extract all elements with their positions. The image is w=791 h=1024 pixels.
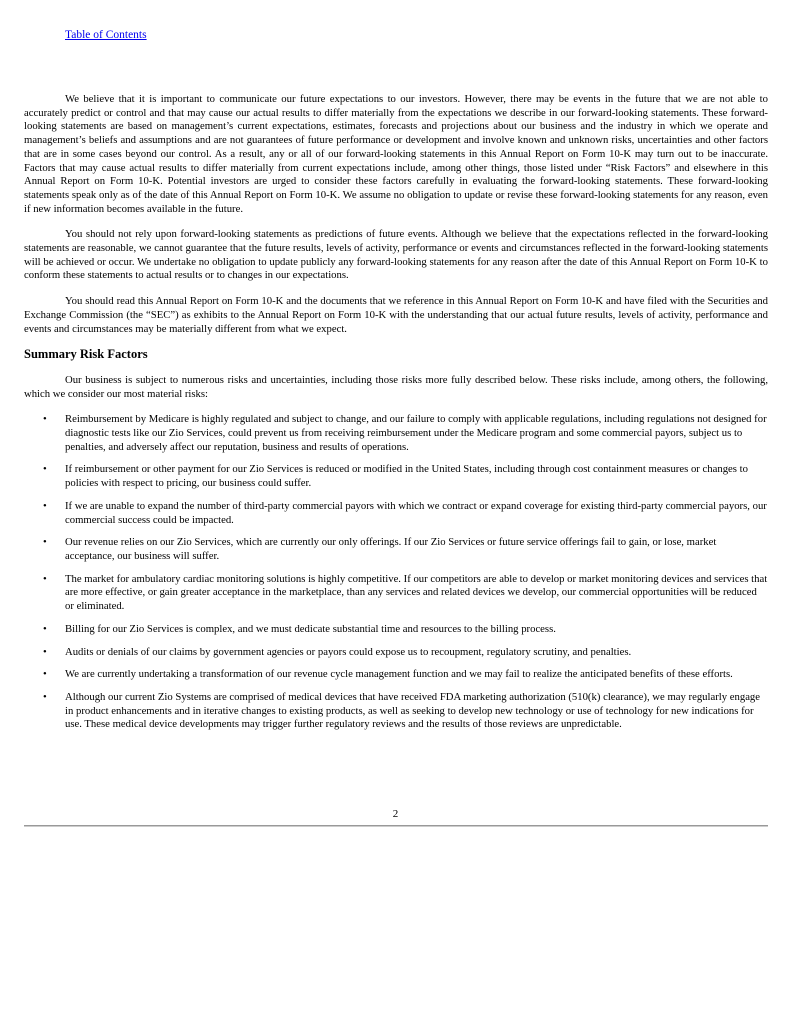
bullet-icon: •	[43, 645, 47, 658]
section-heading-summary-risk-factors: Summary Risk Factors	[24, 347, 148, 362]
bullet-icon: •	[43, 690, 47, 703]
list-item-text: Billing for our Zio Services is complex, and we must dedicate substantial time and resources to the billing process.	[65, 622, 556, 635]
list-item-text: If reimbursement or other payment for our Zio Services is reduced or modified in the United States, including through cost containment measures or changes to policies with respect to pricing, our business could suffer.	[65, 463, 748, 490]
paragraph-read-annual-report: You should read this Annual Report on Form 10-K and the documents that we reference in this Annual Report on Form 10-K and have filed with the Securities and Exchange Commission (the “SEC”) as exhibits to the Annual Report on Form 10-K with the understanding that our actual future results, levels of activity, performance and events and circumstances may be materially different from what we expect.	[24, 295, 768, 335]
paragraph-forward-looking-reliance: You should not rely upon forward-looking statements as predictions of future events. Although we believe that the expectations reflected in the forward-looking statements are reasonable, we cannot guarantee that the future results, levels of activity, performance or events and circumstances reflected in the forward-looking statements will be achieved or occur. We undertake no obligation to update publicly any forward-looking statements for any reason after the date of this Annual Report on Form 10-K to conform these statements to actual results or to changes in our expectations.	[24, 228, 768, 282]
list-item-text: Audits or denials of our claims by government agencies or payors could expose us to recoupment, regulatory scrutiny, and penalties.	[65, 645, 632, 658]
page-divider	[24, 825, 768, 827]
list-item	[24, 573, 768, 614]
bullet-icon: •	[43, 622, 47, 635]
table-of-contents-link[interactable]: Table of Contents	[65, 29, 147, 41]
list-item	[24, 463, 768, 490]
list-item-text: Although our current Zio Systems are comprised of medical devices that have received FDA marketing authorization (510(k) clearance), we may regularly engage in product enhancements and in iterative changes to existing products, as well as seeking to develop new technology or use of technology for new indications for use. These medical device developments may trigger further regulatory reviews and the results of those reviews are unpredictable.	[65, 690, 761, 731]
document-body	[24, 93, 768, 741]
bullet-icon: •	[43, 463, 47, 476]
list-item-text: If we are unable to expand the number of third-party commercial payors with which we contract or expand coverage for existing third-party commercial payors, our commercial success could be impacted.	[65, 499, 767, 526]
list-item	[24, 623, 768, 637]
list-item-text: Reimbursement by Medicare is highly regulated and subject to change, and our failure to comply with applicable regulations, including regulations not designed for diagnostic tests like our Zio Services, could prevent us from receiving reimbursement under the Medicare program and some commercial payors, subject us to penalties, and adversely affect our reputation, business and results of operations.	[65, 413, 767, 453]
list-item	[24, 500, 768, 527]
bullet-icon: •	[43, 536, 47, 549]
list-item-text: Our revenue relies on our Zio Services, which are currently our only offerings. If our Zio Services or future service offerings fail to gain, or lose, market acceptance, our business will suffer.	[65, 536, 717, 562]
bullet-icon: •	[43, 499, 47, 512]
bullet-icon: •	[43, 413, 47, 426]
risk-factor-list	[24, 413, 768, 732]
bullet-icon: •	[43, 668, 47, 681]
list-item	[24, 646, 768, 660]
list-item	[24, 668, 768, 682]
list-item-text: The market for ambulatory cardiac monitoring solutions is highly competitive. If our competitors are able to develop or market monitoring devices and services that are more effective, or gain greater acceptance in the marketplace, than any services and related devices we develop, our commercial opportunities will be reduced or eliminated.	[65, 572, 768, 613]
page-number: 2	[392, 808, 399, 820]
paragraph-forward-looking-expectations: We believe that it is important to communicate our future expectations to our investors. However, there may be events in the future that we are not able to accurately predict or control and that may cause our actual results to differ materially from the expectations we describe in our forward-looking statements. These forward-looking statements are based on management’s current expectations, estimates, forecasts and projections about our business and the industry in which we operate and management’s beliefs and assumptions and are not guarantees of future performance or development and involve known and unknown risks, uncertainties and other factors that are in some cases beyond our control. As a result, any or all of our forward-looking statements in this Annual Report on Form 10-K may turn out to be inaccurate. Factors that may cause actual results to differ materially from current expectations include, among other things, those listed under “Risk Factors” and elsewhere in this Annual Report on Form 10-K. Potential investors are urged to consider these factors carefully in evaluating the forward-looking statements. These forward-looking statements speak only as of the date of this Annual Report on Form 10-K. We assume no obligation to update or revise these forward-looking statements for any reason, even if new information becomes available in the future.	[24, 93, 768, 215]
list-item-text: We are currently undertaking a transformation of our revenue cycle management function and we may fail to realize the anticipated benefits of these efforts.	[65, 668, 733, 681]
list-item	[24, 413, 768, 454]
paragraph-summary-intro: Our business is subject to numerous risks and uncertainties, including those risks more fully described below. These risks include, among others, the following, which we consider our most material risks:	[24, 373, 768, 400]
list-item	[24, 536, 768, 563]
list-item	[24, 691, 768, 732]
bullet-icon: •	[43, 572, 47, 585]
